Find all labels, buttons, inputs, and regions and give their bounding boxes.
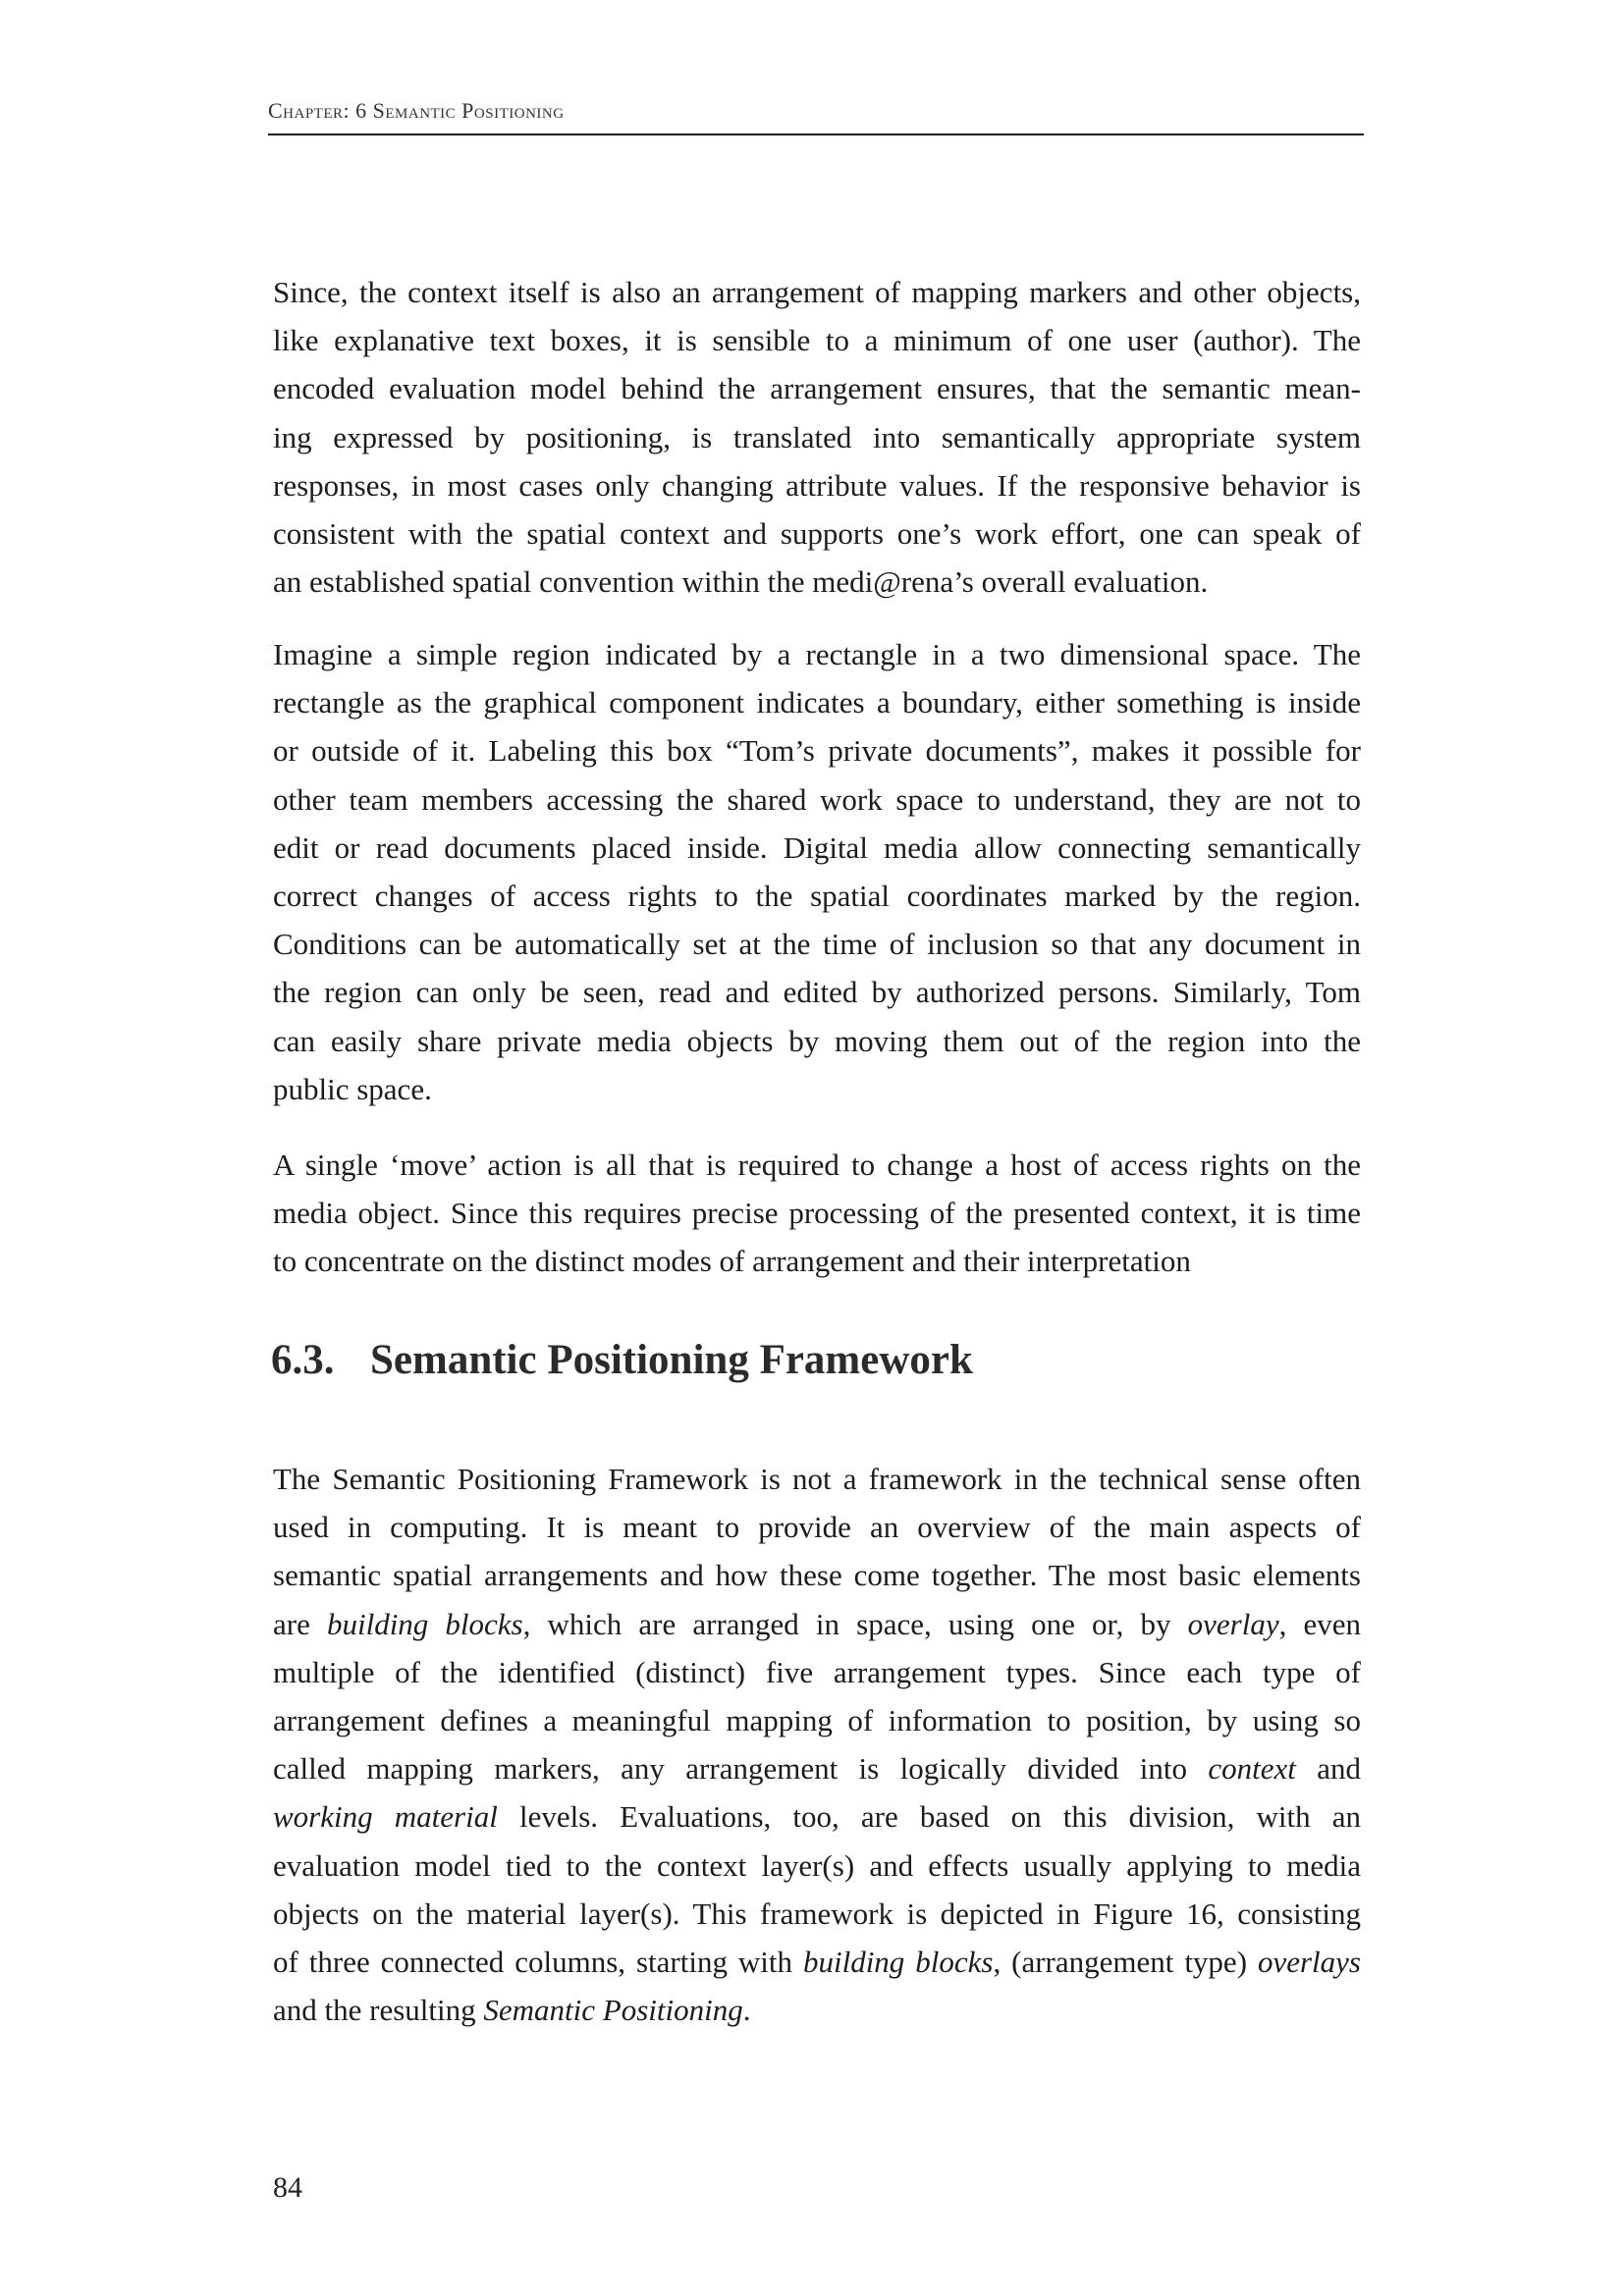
text-line: edit or read documents placed inside. Digital media allow connecting semantically bbox=[273, 829, 1361, 865]
text-line: consistent with the spatial context and supports one’s work effort, one can speak of bbox=[273, 516, 1361, 552]
text-line: Since, the context itself is also an arrangement of mapping markers and other objects, bbox=[273, 275, 1361, 309]
paragraph-region-example bbox=[273, 630, 1361, 1113]
text-line: rectangle as the graphical component indicates a boundary, either something is inside bbox=[273, 685, 1361, 721]
text-line: evaluation model tied to the context layer(s) and effects usually applying to media bbox=[273, 1847, 1361, 1883]
paragraph-framework bbox=[273, 1455, 1361, 2034]
paragraph-move-action bbox=[273, 1141, 1361, 1286]
text-line: responses, in most cases only changing attribute values. If the responsive behavior is bbox=[273, 467, 1361, 503]
emphasis-overlays: overlays bbox=[1257, 1945, 1361, 1980]
section-title: Semantic Positioning Framework bbox=[370, 1337, 973, 1383]
text-line: can easily share private media objects by moving them out of the region into the bbox=[273, 1023, 1361, 1058]
section-heading bbox=[271, 1336, 973, 1384]
text-line: media object. Since this requires precise processing of the presented context, it is time bbox=[273, 1196, 1361, 1231]
text-line: are building blocks, which are arranged in space, using one or, by overlay, even bbox=[273, 1606, 1362, 1641]
text-line: an established spatial convention within the medi@rena’s overall evaluation. bbox=[273, 564, 1209, 600]
text-line: multiple of the identified (distinct) five arrangement types. Since each type of bbox=[273, 1654, 1361, 1689]
text-line: Imagine a simple region indicated by a rectangle in a two dimensional space. The bbox=[273, 637, 1361, 671]
text-line: A single ‘move’ action is all that is required to change a host of access rights on the bbox=[273, 1148, 1361, 1182]
header-rule bbox=[268, 133, 1364, 135]
text-line: other team members accessing the shared work space to understand, they are not to bbox=[273, 781, 1361, 817]
text-line: arrangement defines a meaningful mapping of information to position, by using so bbox=[273, 1703, 1361, 1738]
text-line: correct changes of access rights to the spatial coordinates marked by the region. bbox=[273, 879, 1361, 914]
emphasis-working-material: working material bbox=[273, 1799, 498, 1835]
text-line: like explanative text boxes, it is sensible to a minimum of one user (author). The bbox=[273, 323, 1361, 358]
page-number: 84 bbox=[273, 2171, 302, 2204]
text-line: objects on the material layer(s). This framework is depicted in Figure 16, consisting bbox=[273, 1896, 1361, 1931]
emphasis-context: context bbox=[1208, 1751, 1296, 1787]
text-line: or outside of it. Labeling this box “Tom’s private documents”, makes it possible for bbox=[273, 733, 1361, 769]
paragraph-context bbox=[273, 268, 1361, 606]
text-line: to concentrate on the distinct modes of arrangement and their interpretation bbox=[273, 1244, 1191, 1279]
text-line: working material levels. Evaluations, too, are based on this division, with an bbox=[273, 1799, 1361, 1835]
running-head: Chapter: 6 Semantic Positioning bbox=[268, 98, 565, 123]
emphasis-semantic-positioning: Semantic Positioning bbox=[483, 1993, 743, 2028]
text-line: public space. bbox=[273, 1071, 432, 1106]
text-line: the region can only be seen, read and edited by authorized persons. Similarly, Tom bbox=[273, 975, 1361, 1010]
text-line: and the resulting Semantic Positioning. bbox=[273, 1993, 751, 2028]
text-line: encoded evaluation model behind the arrangement ensures, that the semantic mean- bbox=[273, 371, 1361, 406]
emphasis-overlay: overlay bbox=[1187, 1606, 1279, 1641]
text-line: of three connected columns, starting with building blocks, (arrangement type) overlays bbox=[273, 1945, 1361, 1980]
text-line: semantic spatial arrangements and how these come together. The most basic elements bbox=[273, 1558, 1361, 1593]
emphasis-building-blocks: building blocks bbox=[326, 1606, 523, 1641]
text-line: used in computing. It is meant to provide an overview of the main aspects of bbox=[273, 1510, 1361, 1545]
text-line: called mapping markers, any arrangement is logically divided into context and bbox=[273, 1751, 1361, 1787]
section-number: 6.3. bbox=[271, 1337, 335, 1383]
emphasis-building-blocks: building blocks bbox=[802, 1945, 994, 1980]
text-line: Conditions can be automatically set at the time of inclusion so that any document in bbox=[273, 927, 1361, 962]
text-line: ing expressed by positioning, is translated into semantically appropriate system bbox=[273, 419, 1361, 454]
text-line: The Semantic Positioning Framework is not a framework in the technical sense often bbox=[273, 1462, 1361, 1496]
